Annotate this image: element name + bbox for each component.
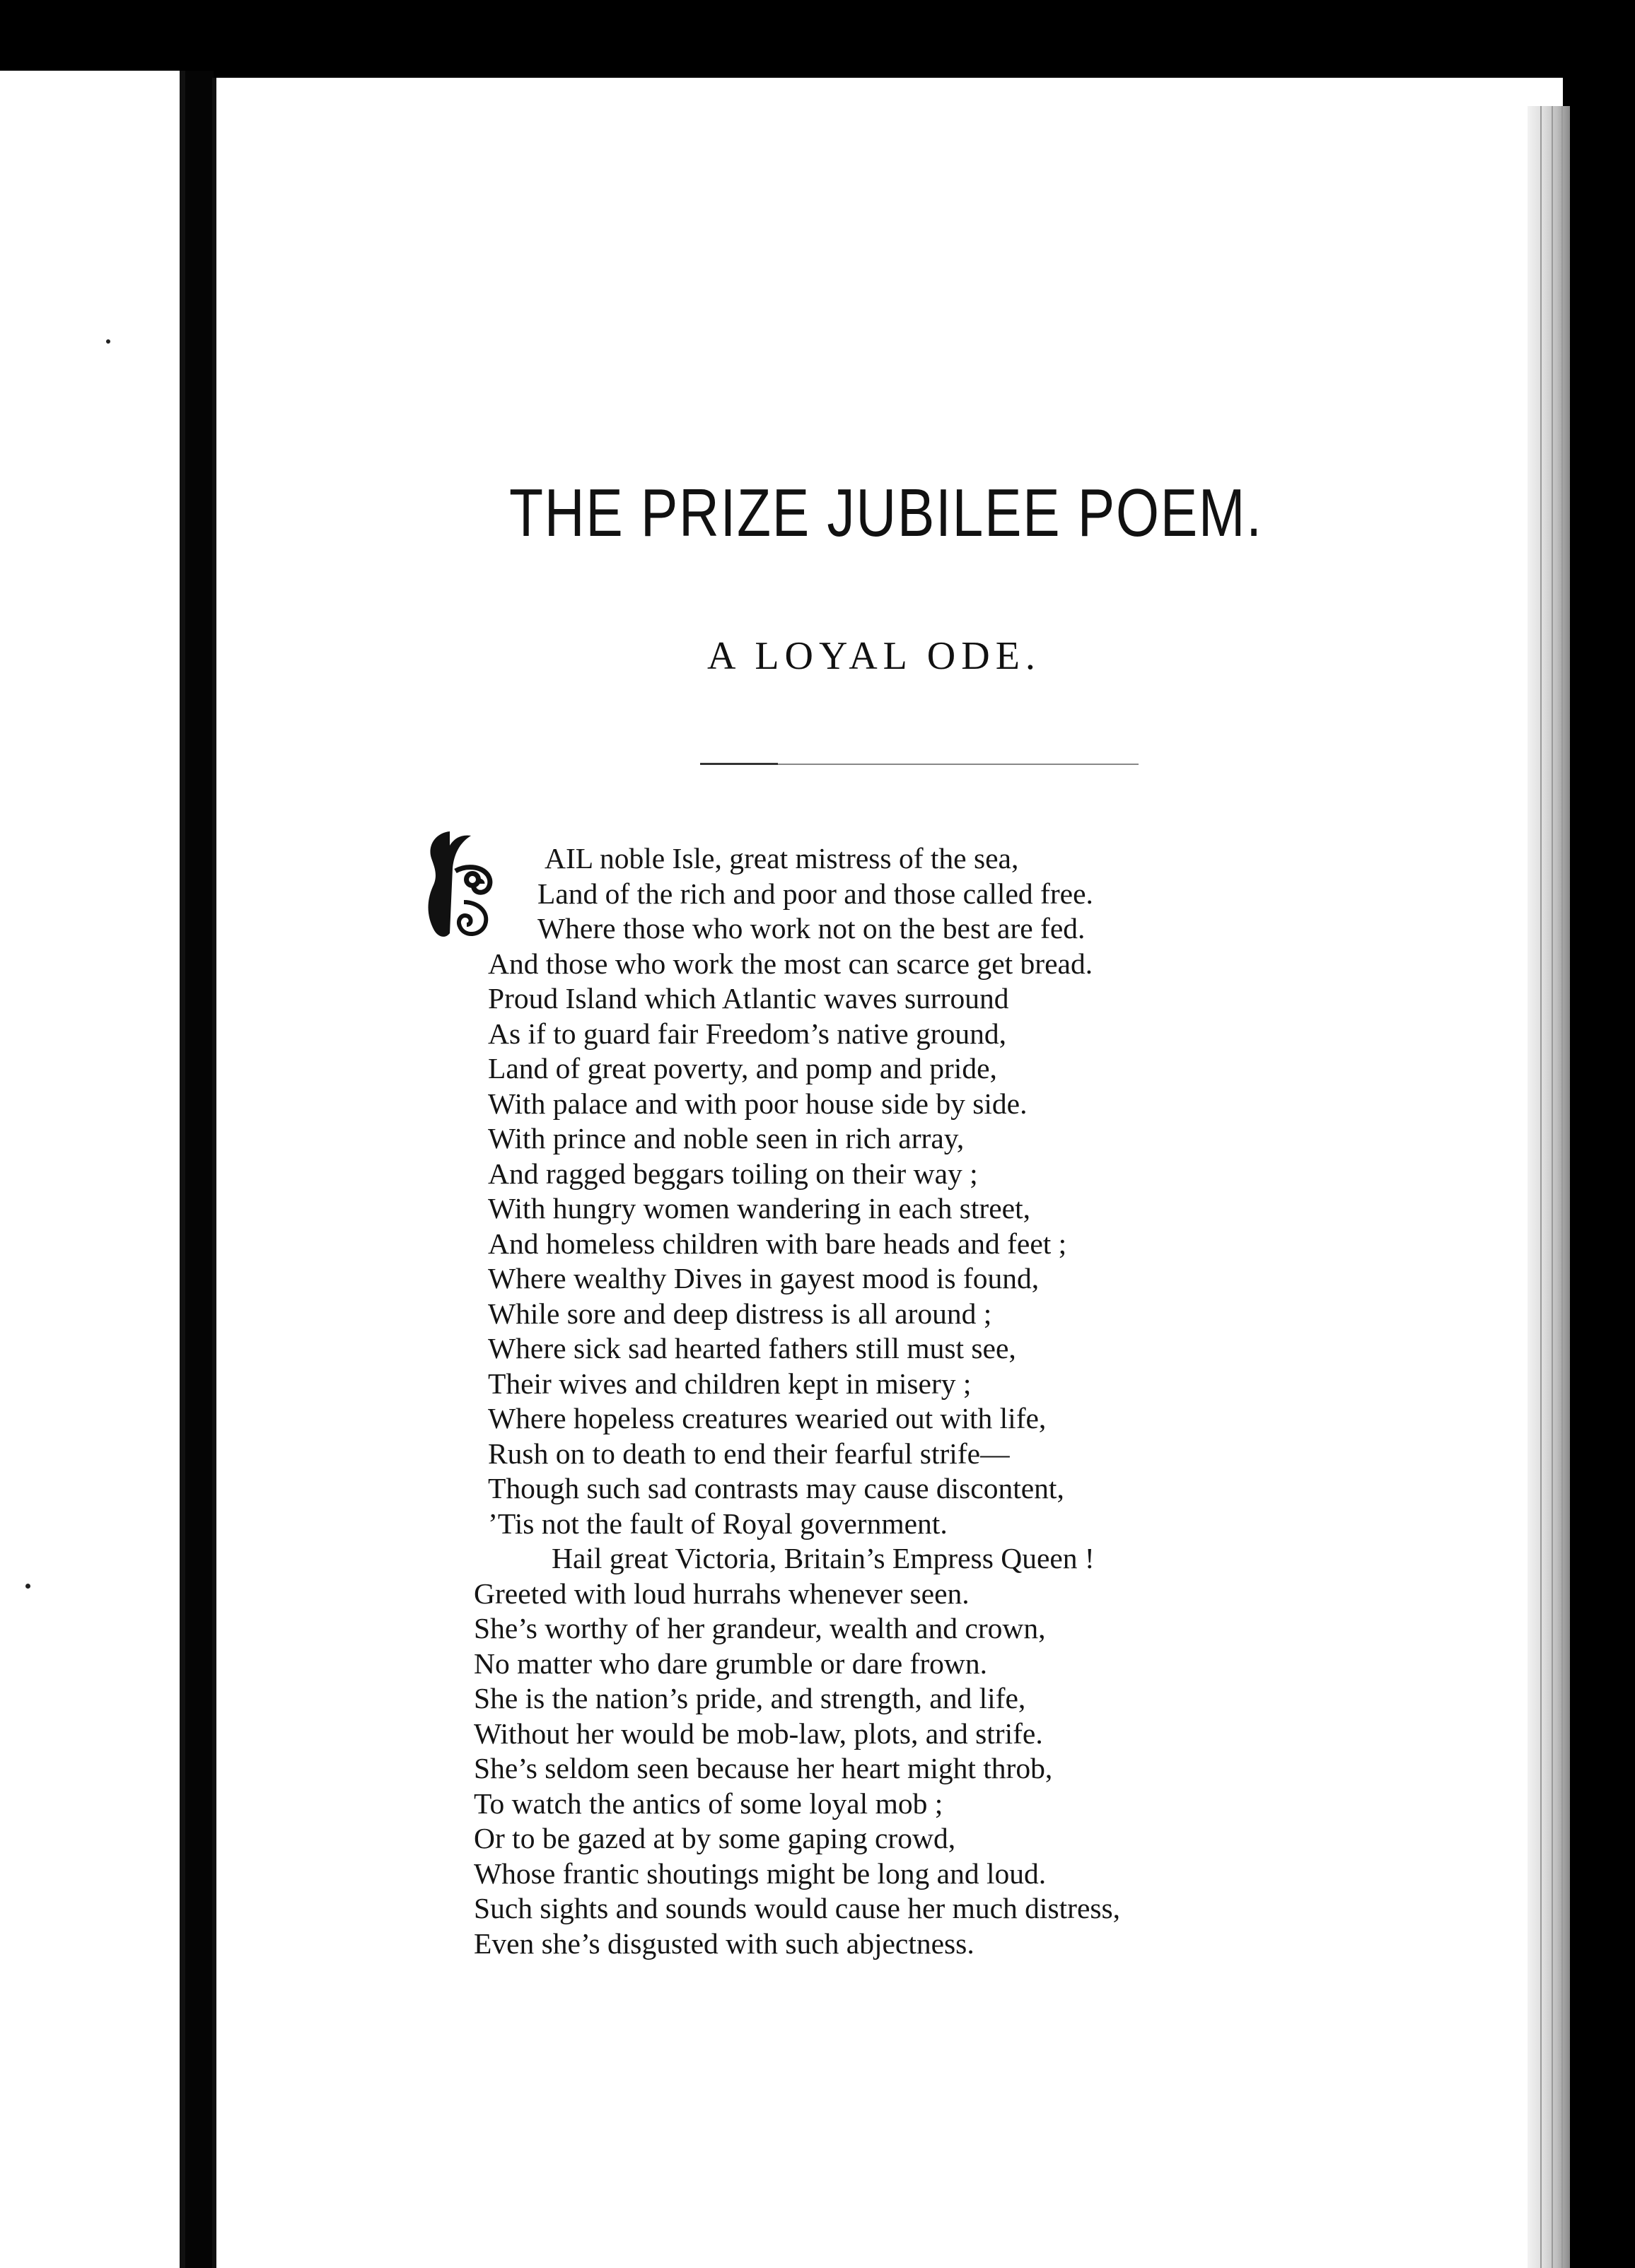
poem-line: Or to be gazed at by some gaping crowd, xyxy=(474,1822,956,1854)
poem-line: Rush on to death to end their fearful strife— xyxy=(488,1437,1010,1470)
book-gutter xyxy=(185,71,214,2268)
ink-speck xyxy=(106,339,110,344)
poem-line: Greeted with loud hurrahs whenever seen. xyxy=(474,1577,970,1610)
poem-title: THE PRIZE JUBILEE POEM. xyxy=(509,475,1263,551)
poem-line: As if to guard fair Freedom’s native ground, xyxy=(488,1017,1006,1050)
poem-line: Where sick sad hearted fathers still must see, xyxy=(488,1332,1016,1364)
page-edge-line xyxy=(1540,106,1542,2268)
page-stack-edge xyxy=(1528,106,1570,2268)
poem-line: She is the nation’s pride, and strength, and life, xyxy=(474,1682,1026,1714)
page-gutter xyxy=(180,71,185,2268)
left-page-edge xyxy=(0,71,185,2268)
poem-line: Without her would be mob-law, plots, and strife. xyxy=(474,1717,1043,1750)
poem-line: She’s worthy of her grandeur, wealth and crown, xyxy=(474,1612,1046,1644)
poem-line: And homeless children with bare heads and feet ; xyxy=(488,1227,1067,1260)
ink-speck xyxy=(25,1584,30,1589)
poem-line: With palace and with poor house side by side. xyxy=(488,1087,1028,1120)
poem-subtitle: A LOYAL ODE. xyxy=(707,634,1041,678)
poem-line: No matter who dare grumble or dare frown. xyxy=(474,1647,987,1680)
poem-line: Whose frantic shoutings might be long and loud. xyxy=(474,1857,1047,1890)
title-divider-accent xyxy=(700,763,778,765)
page-edge-line xyxy=(1561,106,1563,2268)
poem-line: And ragged beggars toiling on their way ; xyxy=(488,1157,978,1190)
poem-line: To watch the antics of some loyal mob ; xyxy=(474,1787,943,1820)
poem-line: Proud Island which Atlantic waves surround xyxy=(488,982,1009,1015)
poem-line: Land of the rich and poor and those called free. xyxy=(537,877,1093,910)
page-edge-line xyxy=(1552,106,1553,2268)
poem-line: ’Tis not the fault of Royal government. xyxy=(488,1507,948,1540)
poem-line: Where wealthy Dives in gayest mood is found, xyxy=(488,1262,1040,1294)
poem-line: Where hopeless creatures wearied out with life, xyxy=(488,1402,1047,1434)
poem-line: With prince and noble seen in rich array, xyxy=(488,1122,965,1155)
poem-line: And those who work the most can scarce get bread. xyxy=(488,947,1093,980)
poem-line: While sore and deep distress is all around ; xyxy=(488,1297,992,1330)
poem-line: With hungry women wandering in each street, xyxy=(488,1192,1031,1224)
poem-line: Though such sad contrasts may cause discontent, xyxy=(488,1472,1064,1504)
title-divider xyxy=(700,764,1139,765)
poem-line: Their wives and children kept in misery ; xyxy=(488,1367,972,1400)
poem-line: Such sights and sounds would cause her much distress, xyxy=(474,1892,1121,1924)
poem-line: Hail great Victoria, Britain’s Empress Queen ! xyxy=(552,1542,1095,1574)
poem-line: AIL noble Isle, great mistress of the sea, xyxy=(545,842,1019,875)
poem-line: Even she’s disgusted with such abjectness. xyxy=(474,1927,974,1960)
poem-line: Land of great poverty, and pomp and pride, xyxy=(488,1052,997,1085)
poem-line: She’s seldom seen because her heart might throb, xyxy=(474,1752,1053,1784)
poem-lines xyxy=(467,841,1120,1961)
poem-line: Where those who work not on the best are fed. xyxy=(537,912,1086,945)
